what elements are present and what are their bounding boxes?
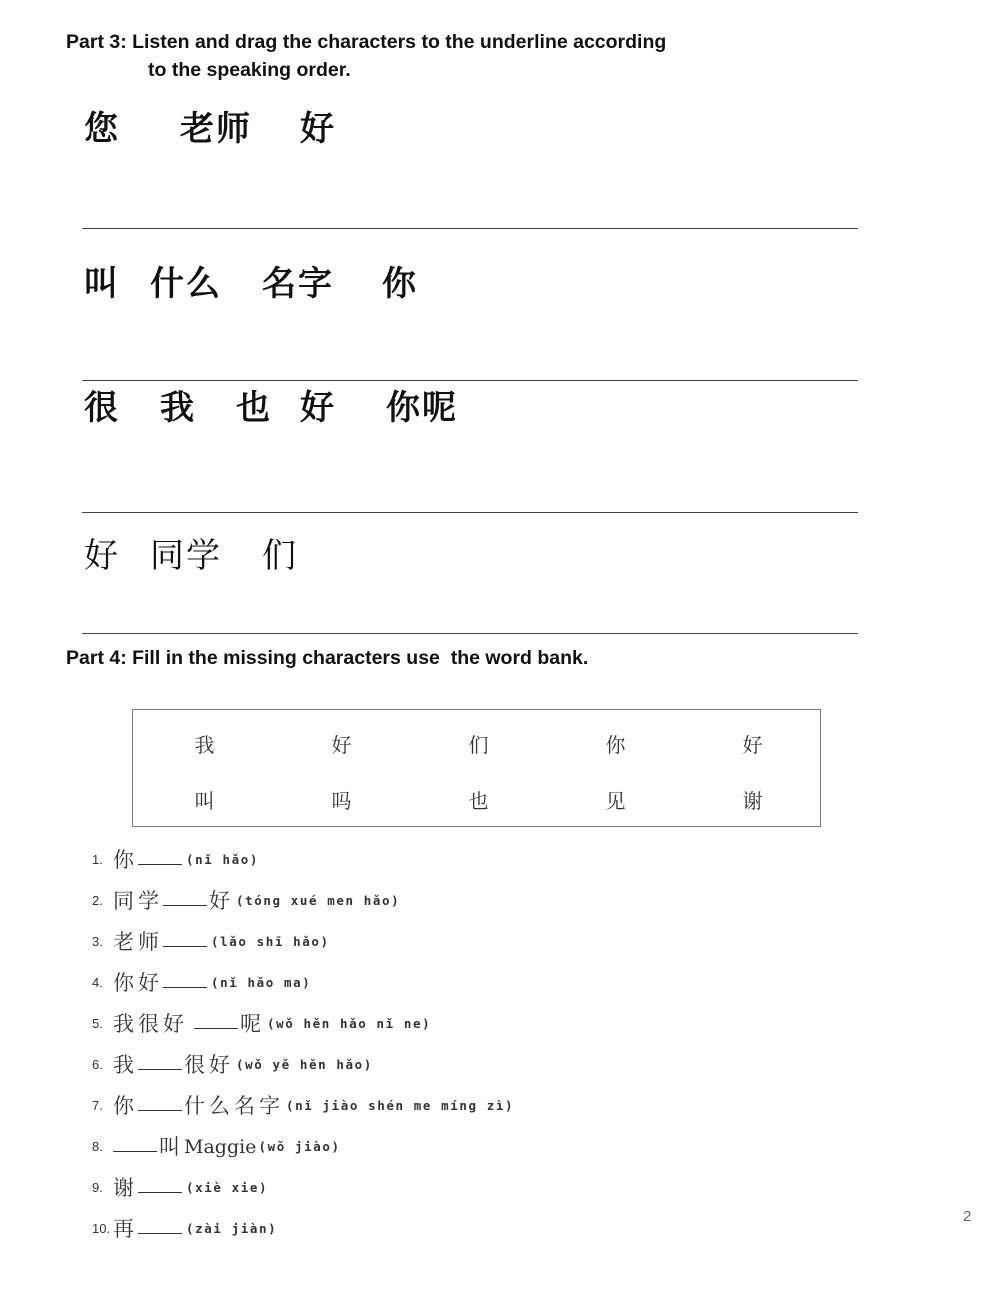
list-item	[92, 921, 514, 962]
prompt-text: 老师	[113, 929, 163, 954]
list-item	[92, 1003, 514, 1044]
answer-blank[interactable]	[138, 850, 182, 865]
drag-tile[interactable]: 你呢	[386, 388, 458, 428]
drag-tile[interactable]: 好	[300, 388, 336, 428]
list-item	[92, 962, 514, 1003]
list-item	[92, 1085, 514, 1126]
item-number: 6.	[92, 1057, 103, 1072]
word-bank-item: 谢	[742, 789, 763, 813]
prompt-text: 很好	[184, 1052, 234, 1077]
drag-tile[interactable]: 好	[84, 536, 120, 576]
prompt-text: 什么名字	[184, 1093, 284, 1118]
part3-heading-continued: to the speaking order.	[148, 59, 351, 81]
item-number: 4.	[92, 975, 103, 990]
prompt-text: 叫	[159, 1134, 184, 1159]
word-bank-row	[136, 733, 821, 757]
part4-heading: Part 4: Fill in the missing characters use the word bank.	[66, 647, 589, 669]
prompt-text: 呢	[240, 1011, 265, 1036]
item-number: 2.	[92, 893, 103, 908]
word-bank	[132, 709, 821, 827]
answer-blank[interactable]	[138, 1096, 182, 1111]
pinyin-hint: (wǒ yě hěn hǎo)	[236, 1057, 373, 1072]
pinyin-hint: (nǐ hǎo)	[186, 852, 260, 867]
prompt-text: 同学	[113, 888, 163, 913]
prompt-text: 你	[113, 1093, 138, 1118]
pinyin-hint: (wǒ jiào)	[258, 1139, 341, 1154]
word-bank-item: 好	[331, 733, 352, 757]
prompt-text: 再	[113, 1216, 138, 1241]
list-item	[92, 880, 514, 921]
list-item	[92, 1126, 514, 1167]
drag-tile[interactable]: 您	[84, 109, 120, 149]
pinyin-hint: (zài jiàn)	[186, 1221, 278, 1236]
word-bank-item: 见	[605, 789, 626, 813]
item-number: 8.	[92, 1139, 103, 1154]
page-number: 2	[963, 1208, 972, 1225]
list-item	[92, 1208, 514, 1249]
item-number: 7.	[92, 1098, 103, 1113]
answer-blank[interactable]	[163, 932, 207, 947]
prompt-text: 我很好	[113, 1011, 188, 1036]
drag-tile[interactable]: 好	[300, 109, 336, 149]
drag-tile[interactable]: 同学	[150, 536, 222, 576]
drag-tile[interactable]: 叫	[84, 264, 120, 304]
list-item	[92, 1167, 514, 1208]
answer-underline[interactable]	[82, 501, 858, 513]
pinyin-hint: (nǐ jiào shén me míng zì)	[286, 1098, 515, 1113]
drag-tile[interactable]: 你	[382, 264, 418, 304]
answer-blank[interactable]	[138, 1178, 182, 1193]
prompt-text: 好	[209, 888, 234, 913]
drag-tile[interactable]: 也	[236, 388, 272, 428]
exercise-list	[92, 839, 514, 1249]
item-number: 1.	[92, 852, 103, 867]
answer-underline[interactable]	[82, 622, 858, 634]
word-bank-item: 叫	[194, 789, 215, 813]
pinyin-hint: (lǎo shī hǎo)	[211, 934, 330, 949]
word-bank-item: 你	[605, 733, 626, 757]
drag-tile[interactable]: 老师	[180, 109, 252, 149]
word-bank-item: 吗	[331, 789, 352, 813]
answer-blank[interactable]	[163, 891, 207, 906]
answer-underline[interactable]	[82, 217, 858, 229]
pinyin-hint: (xiè xie)	[186, 1180, 269, 1195]
word-bank-item: 也	[468, 789, 489, 813]
drag-tile[interactable]: 名字	[262, 264, 334, 304]
item-number: 5.	[92, 1016, 103, 1031]
answer-blank[interactable]	[194, 1014, 238, 1029]
pinyin-hint: (wǒ hěn hǎo nǐ ne)	[267, 1016, 432, 1031]
answer-blank[interactable]	[138, 1219, 182, 1234]
part3-heading: Part 3: Listen and drag the characters to the underline according	[66, 31, 667, 53]
answer-blank[interactable]	[113, 1137, 157, 1152]
answer-blank[interactable]	[163, 973, 207, 988]
item-number: 3.	[92, 934, 103, 949]
drag-tile[interactable]: 们	[262, 536, 298, 576]
prompt-text: 我	[113, 1052, 138, 1077]
answer-blank[interactable]	[138, 1055, 182, 1070]
drag-tile[interactable]: 什么	[150, 264, 222, 304]
pinyin-hint: (tóng xué men hǎo)	[236, 893, 401, 908]
prompt-text: 你好	[113, 970, 163, 995]
drag-tile[interactable]: 我	[160, 388, 196, 428]
drag-tile[interactable]: 很	[84, 388, 120, 428]
prompt-name: Maggie	[184, 1135, 257, 1158]
word-bank-item: 们	[468, 733, 489, 757]
prompt-text: 你	[113, 847, 138, 872]
list-item	[92, 1044, 514, 1085]
list-item	[92, 839, 514, 880]
pinyin-hint: (nǐ hǎo ma)	[211, 975, 312, 990]
prompt-text: 谢	[113, 1175, 138, 1200]
item-number: 10.	[92, 1221, 111, 1236]
answer-underline[interactable]	[82, 369, 858, 381]
word-bank-row	[136, 789, 821, 813]
word-bank-item: 好	[742, 733, 763, 757]
item-number: 9.	[92, 1180, 103, 1195]
word-bank-item: 我	[194, 733, 215, 757]
